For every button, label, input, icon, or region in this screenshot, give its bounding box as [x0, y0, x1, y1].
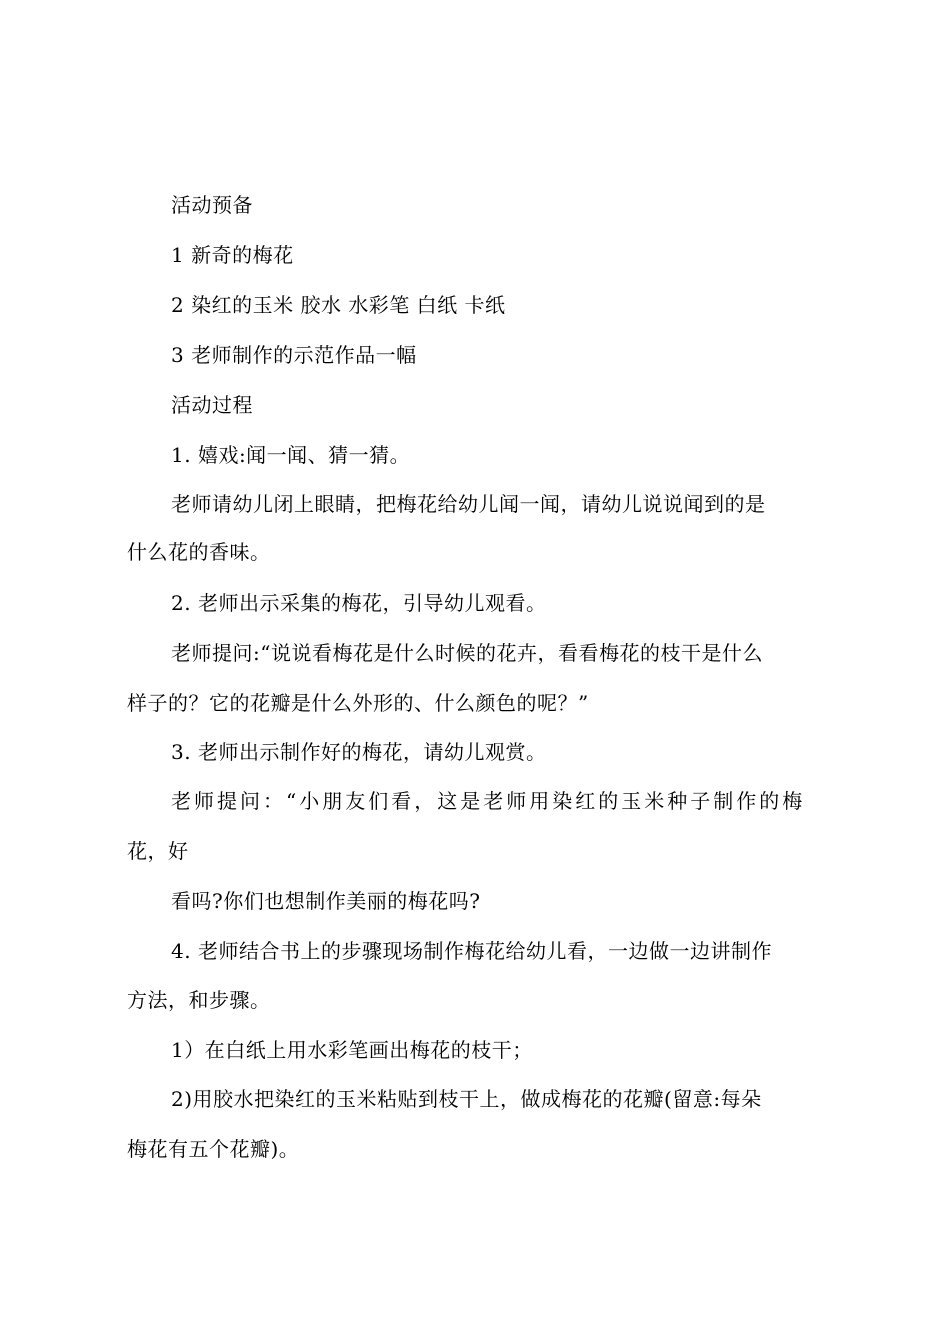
paragraph-line: 什么花的香味。: [127, 540, 271, 564]
paragraph-line: 看吗?你们也想制作美丽的梅花吗?: [171, 889, 481, 913]
list-item: 2 染红的玉米 胶水 水彩笔 白纸 卡纸: [171, 293, 506, 317]
section-heading-preparation: 活动预备: [171, 193, 253, 217]
sub-step: 2)用胶水把染红的玉米粘贴到枝干上，做成梅花的花瓣(留意:每朵: [171, 1087, 762, 1111]
paragraph-line: 样子的？它的花瓣是什么外形的、什么颜色的呢？”: [127, 691, 589, 715]
step-heading: 1. 嬉戏:闻一闻、猜一猜。: [171, 443, 411, 467]
paragraph-line: 方法，和步骤。: [127, 988, 271, 1012]
step-heading: 2. 老师出示采集的梅花，引导幼儿观看。: [171, 591, 547, 615]
paragraph-line: 花，好: [127, 839, 189, 863]
list-item: 1 新奇的梅花: [171, 243, 294, 267]
section-heading-process: 活动过程: [171, 393, 253, 417]
list-item: 3 老师制作的示范作品一幅: [171, 343, 417, 367]
paragraph-line: 老师提问:“说说看梅花是什么时候的花卉，看看梅花的枝干是什么: [171, 641, 763, 665]
paragraph-line: 老师请幼儿闭上眼睛，把梅花给幼儿闻一闻，请幼儿说说闻到的是: [171, 492, 766, 516]
step-heading: 4. 老师结合书上的步骤现场制作梅花给幼儿看，一边做一边讲制作: [171, 939, 772, 963]
paragraph-line: 梅花有五个花瓣)。: [127, 1137, 300, 1161]
step-heading: 3. 老师出示制作好的梅花，请幼儿观赏。: [171, 740, 547, 764]
sub-step: 1）在白纸上用水彩笔画出梅花的枝干；: [171, 1038, 533, 1062]
paragraph-line: 老师提问：“小朋友们看，这是老师用染红的玉米种子制作的梅: [171, 789, 806, 813]
